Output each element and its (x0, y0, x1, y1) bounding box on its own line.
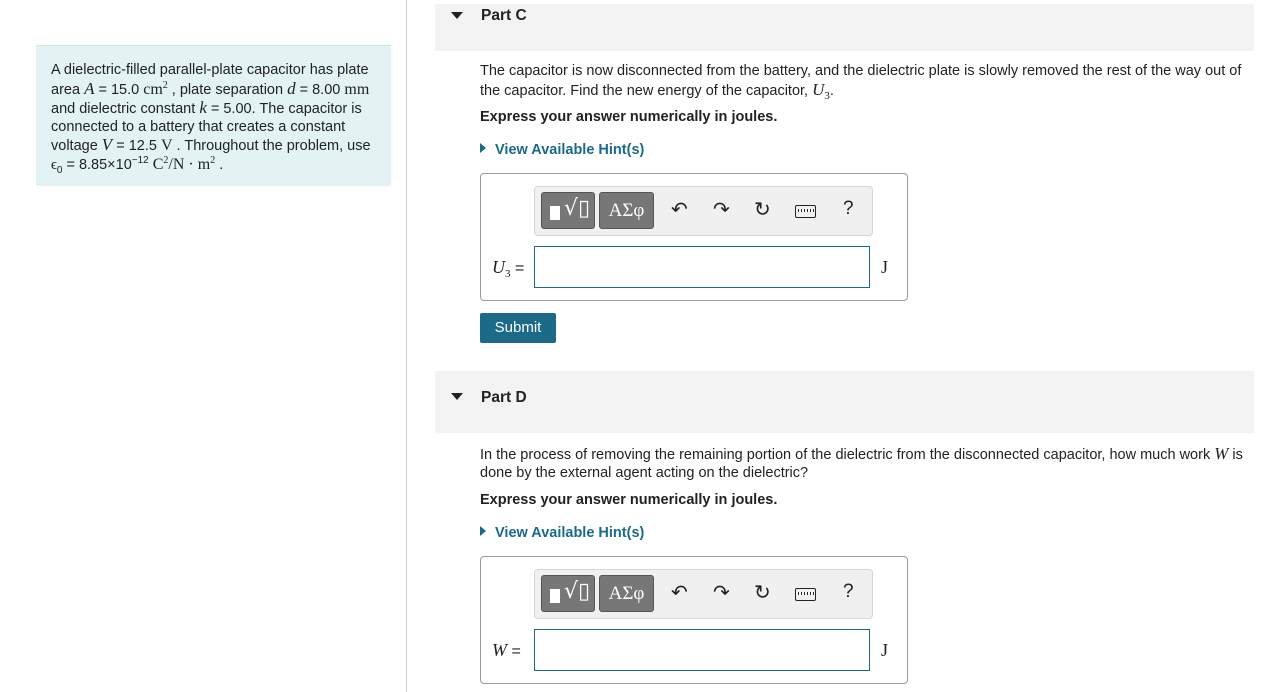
exponent: 2 (210, 154, 216, 166)
answer-unit: J (881, 640, 889, 660)
part-c-question (480, 63, 1260, 105)
part-d-answer-instruction: Express your answer numerically in joules. (480, 492, 778, 508)
answer-unit: J (881, 257, 889, 277)
unit-voltage: V (160, 137, 173, 154)
undo-icon[interactable]: ↶ (671, 580, 688, 604)
answer-variable-label (492, 257, 524, 280)
redo-icon[interactable]: ↷ (713, 197, 730, 221)
unit-separation: mm (344, 80, 370, 98)
part-d-title: Part D (481, 389, 527, 406)
part-d-answer-input[interactable] (534, 629, 870, 671)
submit-button[interactable]: Submit (480, 313, 556, 343)
redo-icon[interactable]: ↷ (713, 580, 730, 604)
part-c-answer-box (480, 173, 908, 301)
hint-label: View Available Hint(s) (495, 525, 645, 541)
symbol-dielectric: k (199, 98, 207, 117)
templates-icon[interactable] (541, 192, 595, 229)
problem-text: . (215, 156, 224, 173)
symbol-voltage: V (101, 135, 113, 154)
part-c-answer-instruction: Express your answer numerically in joules. (480, 109, 778, 125)
problem-text: A dielectric-filled parallel-plate capacitor has plate area (51, 62, 369, 98)
question-text: In the process of removing the remaining portion of the dielectric from the disconnected capacitor, how much work (480, 447, 1215, 463)
unit-epsilon: C (148, 155, 164, 173)
part-c-title: Part C (481, 7, 527, 24)
template-block-icon (550, 206, 560, 220)
collapse-caret-icon[interactable] (451, 393, 463, 400)
part-d-hint-link[interactable] (480, 525, 644, 541)
reset-icon[interactable]: ↻ (754, 580, 771, 604)
problem-text: and dielectric constant (51, 101, 200, 117)
exponent: −12 (131, 154, 149, 166)
symbol-area: A (84, 78, 95, 98)
part-c-answer-input[interactable] (534, 246, 870, 288)
equals-sign: = (510, 260, 525, 277)
part-c-header[interactable] (435, 4, 1254, 51)
problem-text: = 8.85×10 (62, 156, 132, 173)
part-c-hint-link[interactable] (480, 142, 644, 158)
greek-symbols-icon[interactable]: ΑΣφ (599, 575, 654, 612)
question-variable: U (812, 79, 825, 99)
exponent: 2 (163, 154, 169, 166)
math-toolbar (534, 569, 873, 619)
subscript: 0 (56, 164, 63, 176)
exponent: 2 (162, 79, 168, 91)
question-text: The capacitor is now disconnected from the battery, and the dielectric plate is slowly removed the rest of the way out of the capacitor. Find the new energy of the capacitor, (480, 63, 1242, 99)
problem-text: = 15.0 (94, 81, 144, 98)
reset-icon[interactable]: ↻ (754, 197, 771, 221)
symbol-separation: d (287, 78, 296, 98)
unit-area: cm (143, 80, 163, 98)
subscript: 3 (824, 89, 830, 102)
problem-text: , plate separation (167, 81, 288, 98)
undo-icon[interactable]: ↶ (671, 197, 688, 221)
radical-icon: √▯ (564, 579, 591, 604)
radical-icon: √▯ (564, 196, 591, 221)
part-d-question (480, 445, 1250, 482)
math-toolbar (534, 186, 873, 236)
variable-symbol: U (492, 257, 505, 277)
templates-icon[interactable] (541, 575, 595, 612)
greek-symbols-icon[interactable]: ΑΣφ (599, 192, 654, 229)
problem-text: . Throughout the problem, use (172, 138, 371, 154)
help-icon[interactable]: ? (843, 581, 854, 602)
question-text: is done by the external agent acting on the dielectric? (480, 447, 1243, 481)
answer-variable-label (492, 640, 521, 661)
expand-triangle-icon (480, 526, 486, 536)
symbol-epsilon: ϵ (51, 156, 57, 173)
keyboard-icon[interactable] (795, 588, 816, 601)
problem-statement (36, 45, 391, 186)
hint-label: View Available Hint(s) (495, 142, 645, 158)
unit-epsilon: /N · m (168, 155, 211, 173)
variable-symbol: W (492, 640, 507, 660)
help-icon[interactable]: ? (843, 198, 854, 219)
part-d-header[interactable] (435, 371, 1254, 433)
collapse-caret-icon[interactable] (451, 12, 463, 19)
expand-triangle-icon (480, 143, 486, 153)
problem-text: = 12.5 (112, 138, 161, 154)
keyboard-icon[interactable] (795, 205, 816, 218)
column-divider (406, 0, 407, 692)
question-variable: W (1214, 444, 1229, 463)
equals-sign: = (507, 643, 521, 660)
template-block-icon (550, 589, 560, 603)
part-d-answer-box (480, 556, 908, 684)
subscript: 3 (505, 268, 511, 281)
question-text: . (829, 82, 834, 99)
problem-text: = 5.00. The capacitor is connected to a battery that creates a constant voltage (51, 101, 362, 154)
problem-text: = 8.00 (295, 81, 345, 98)
